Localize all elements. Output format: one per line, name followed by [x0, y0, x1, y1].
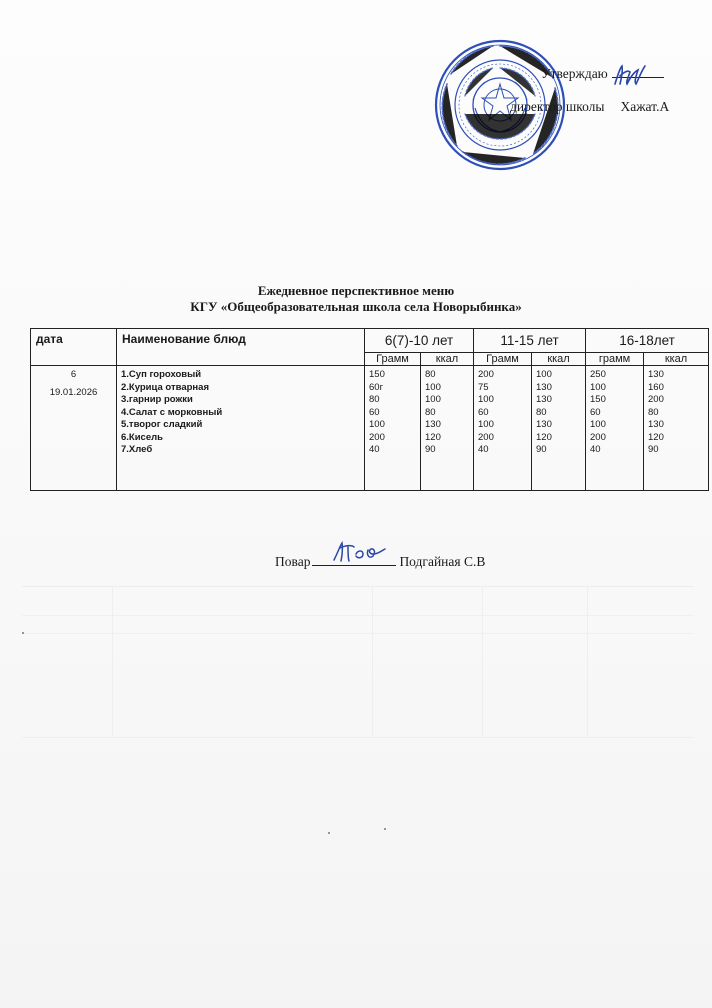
kcal-value: 130 — [536, 394, 552, 405]
subheader-gram-1: Грамм — [365, 353, 421, 366]
dish-item: 6.Кисель — [121, 431, 164, 443]
kcal-value: 100 — [425, 394, 441, 405]
kcal-value: 90 — [536, 444, 547, 455]
kcal-value: 80 — [648, 406, 659, 418]
table-header-row — [31, 329, 709, 353]
gram-value: 200 — [590, 431, 606, 443]
date-cell — [31, 366, 117, 491]
dish-item: 1.Суп гороховый — [121, 369, 202, 380]
gram-value: 40 — [478, 444, 489, 455]
day-number: 6 — [70, 369, 77, 380]
director-position: директор школы — [510, 99, 605, 114]
stray-mark — [22, 632, 24, 634]
director-signature — [612, 62, 648, 88]
subheader-gram-3: грамм — [586, 353, 644, 366]
cook-signature — [330, 538, 392, 566]
school-name: КГУ «Общеобразовательная школа села Новорыбинка» — [190, 299, 522, 314]
director-name: Хажат.А — [620, 99, 670, 114]
gram-value: 60 — [369, 406, 380, 418]
cook-label: Повар — [275, 554, 311, 569]
kcal-value: 120 — [648, 431, 664, 443]
gram-value: 75 — [478, 381, 489, 393]
gram-cell-16-18 — [586, 366, 644, 491]
header-date: дата — [31, 329, 117, 366]
gram-value: 250 — [590, 369, 606, 380]
gram-value: 150 — [590, 394, 606, 405]
gram-cell-11-15 — [474, 366, 532, 491]
header-group-11-15: 11-15 лет — [474, 329, 586, 353]
director-line — [510, 99, 669, 115]
stray-mark — [328, 832, 330, 834]
kcal-value: 100 — [536, 369, 552, 380]
menu-title: Ежедневное перспективное меню — [257, 283, 455, 298]
gram-value: 100 — [590, 419, 606, 430]
dish-item: 7.Хлеб — [121, 444, 153, 455]
stray-mark — [384, 828, 386, 830]
kcal-value: 90 — [425, 444, 436, 455]
kcal-value: 130 — [536, 419, 552, 430]
kcal-cell-6-10 — [421, 366, 474, 491]
kcal-cell-16-18 — [644, 366, 709, 491]
menu-date: 19.01.2026 — [49, 386, 98, 398]
approve-label: Утверждаю — [541, 66, 608, 81]
gram-value: 150 — [369, 369, 385, 380]
kcal-value: 130 — [648, 419, 664, 430]
kcal-value: 130 — [648, 369, 664, 380]
subheader-gram-2: Грамм — [474, 353, 532, 366]
gram-value: 60г — [369, 381, 384, 393]
kcal-value: 120 — [536, 431, 552, 443]
kcal-value: 200 — [648, 394, 664, 405]
header-group-6-10: 6(7)-10 лет — [365, 329, 474, 353]
dish-item: 2.Курица отварная — [121, 381, 209, 393]
gram-value: 40 — [369, 444, 380, 455]
subheader-kcal-2: ккал — [532, 353, 586, 366]
kcal-cell-11-15 — [532, 366, 586, 491]
header-dishes: Наименование блюд — [117, 329, 365, 366]
kcal-value: 160 — [648, 381, 664, 393]
show-through-ghost — [22, 586, 694, 738]
kcal-value: 80 — [536, 406, 547, 418]
gram-value: 100 — [369, 419, 385, 430]
kcal-value: 130 — [536, 381, 552, 393]
gram-value: 60 — [478, 406, 489, 418]
kcal-value: 80 — [425, 369, 436, 380]
dishes-cell — [117, 366, 365, 491]
gram-cell-6-10 — [365, 366, 421, 491]
kcal-value: 90 — [648, 444, 659, 455]
kcal-value: 80 — [425, 406, 436, 418]
cook-name: Подгайная С.В — [399, 554, 486, 569]
subheader-kcal-1: ккал — [421, 353, 474, 366]
gram-value: 100 — [478, 419, 494, 430]
gram-value: 80 — [369, 394, 380, 405]
table-row — [31, 366, 709, 491]
menu-table — [30, 328, 709, 491]
gram-value: 200 — [478, 431, 494, 443]
dish-item: 5.творог сладкий — [121, 419, 203, 430]
subheader-kcal-3: ккал — [644, 353, 709, 366]
gram-value: 200 — [478, 369, 494, 380]
kcal-value: 130 — [425, 419, 441, 430]
header-group-16-18: 16-18лет — [586, 329, 709, 353]
gram-value: 100 — [478, 394, 494, 405]
dish-item: 4.Салат с морковный — [121, 406, 223, 418]
gram-value: 60 — [590, 406, 601, 418]
gram-value: 40 — [590, 444, 601, 455]
kcal-value: 100 — [425, 381, 441, 393]
gram-value: 200 — [369, 431, 385, 443]
kcal-value: 120 — [425, 431, 441, 443]
dish-item: 3.гарнир рожки — [121, 394, 193, 405]
gram-value: 100 — [590, 381, 606, 393]
